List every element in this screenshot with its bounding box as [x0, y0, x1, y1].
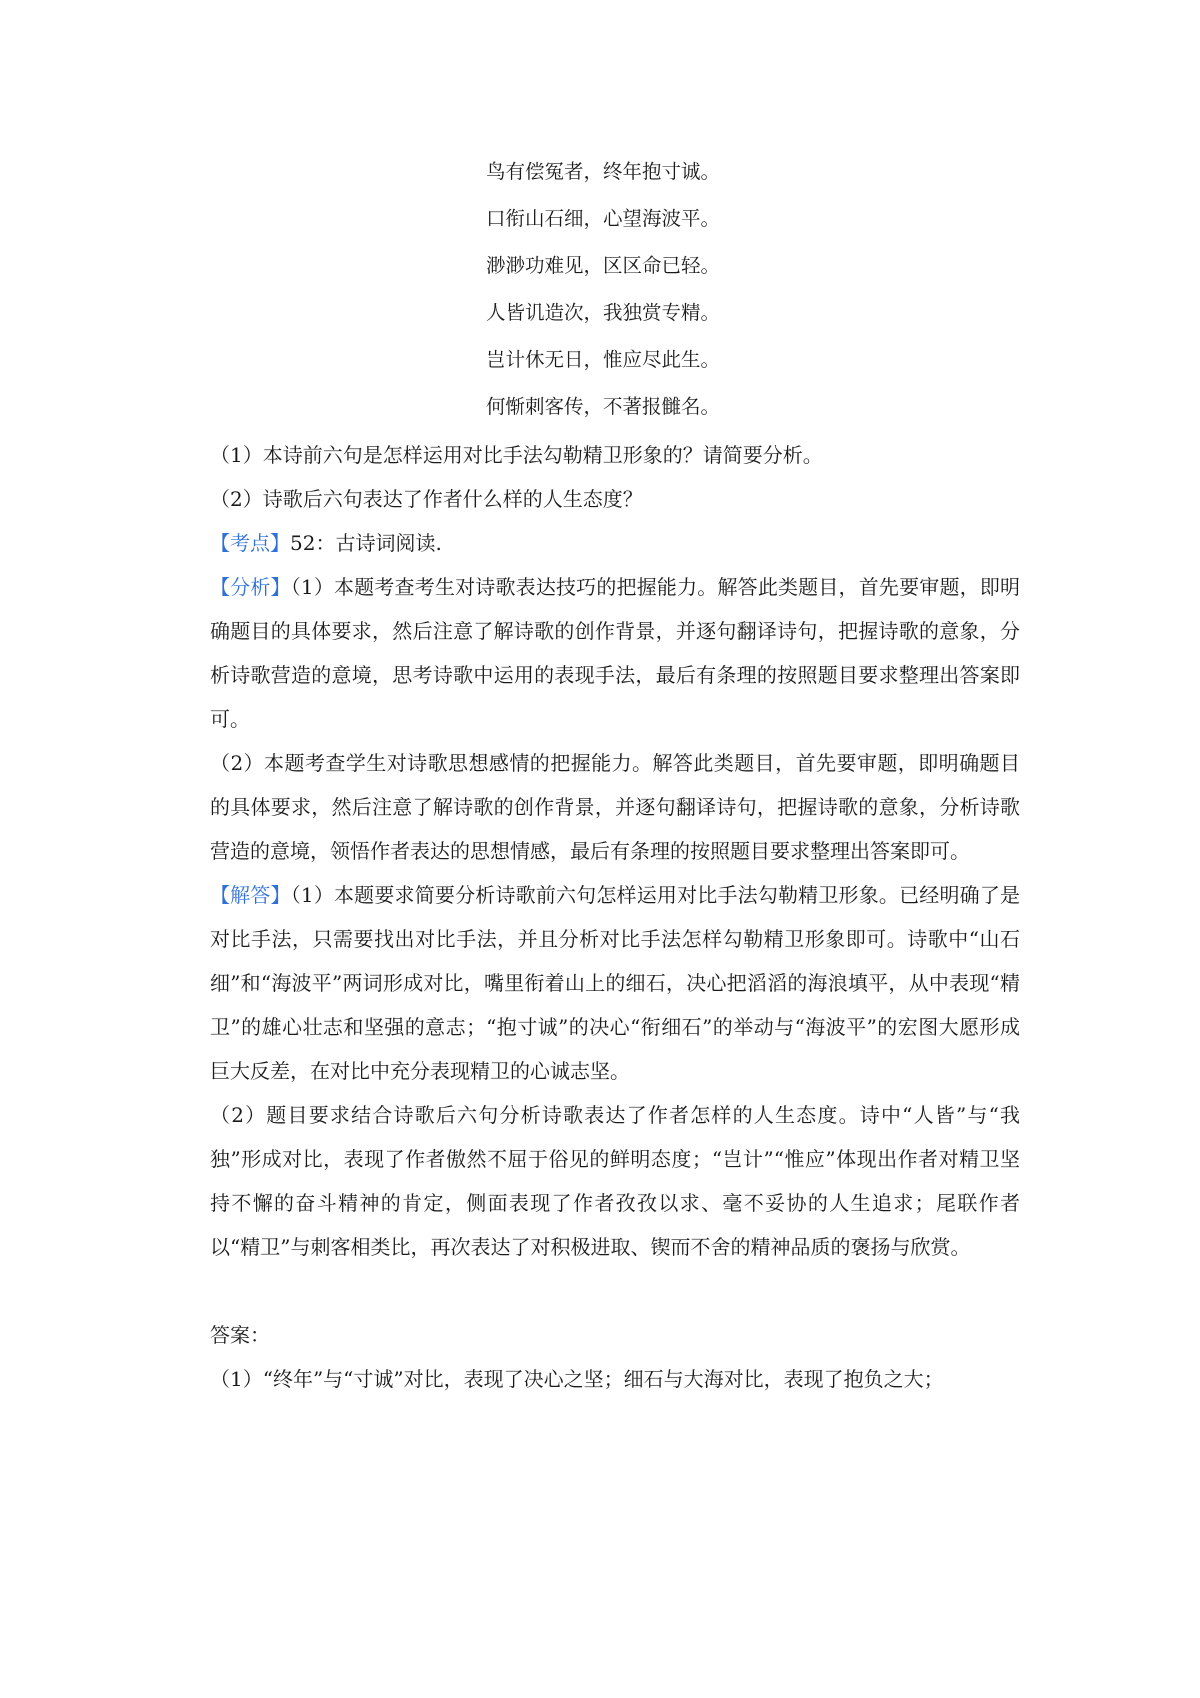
poem [486, 148, 720, 430]
jieda-paragraph-2: （2）题目要求结合诗歌后六句分析诗歌表达了作者怎样的人生态度。诗中“人皆”与“我独”形成对比，表现了作者傲然不屈于俗见的鲜明态度；“岂计”“惟应”体现出作者对精卫坚持不懈的奋斗精神的肯定，侧面表现了作者孜孜以求、毫不妥协的人生追求；尾联作者以“精卫”与刺客相类比，再次表达了对积极进取、锲而不舍的精神品质的褒扬与欣赏。 [210, 1103, 1020, 1259]
poem-line-3: 渺渺功难见，区区命已轻。 [486, 254, 721, 277]
spacer [210, 1269, 1020, 1313]
jieda-label: 【解答】 [210, 883, 291, 907]
fenxi-paragraph-1: （1）本题考查考生对诗歌表达技巧的把握能力。解答此类题目，首先要审题，即明确题目的具体要求，然后注意了解诗歌的创作背景，并逐句翻译诗句，把握诗歌的意象，分析诗歌营造的意境，思考诗歌中运用的表现手法，最后有条理的按照题目要求整理出答案即可。 [210, 575, 1020, 731]
question-2: （2）诗歌后六句表达了作者什么样的人生态度？ [210, 487, 643, 511]
fenxi-paragraph-2: （2）本题考查学生对诗歌思想感情的把握能力。解答此类题目，首先要审题，即明确题目的具体要求，然后注意了解诗歌的创作背景，并逐句翻译诗句，把握诗歌的意象，分析诗歌营造的意境，领悟作者表达的思想情感，最后有条理的按照题目要求整理出答案即可。 [210, 751, 1020, 863]
poem-line-2: 口衔山石细，心望海波平。 [486, 207, 721, 230]
kaodian-text: 52：古诗词阅读. [290, 531, 442, 555]
kaodian-label: 【考点】 [210, 531, 290, 555]
question-1: （1）本诗前六句是怎样运用对比手法勾勒精卫形象的？请简要分析。 [210, 443, 823, 467]
document-body [210, 433, 1020, 1401]
fenxi-label: 【分析】 [210, 575, 291, 599]
jieda-paragraph-1: （1）本题要求简要分析诗歌前六句怎样运用对比手法勾勒精卫形象。已经明确了是对比手法，只需要找出对比手法，并且分析对比手法怎样勾勒精卫形象即可。诗歌中“山石细”和“海波平”两词形成对比，嘴里衔着山上的细石，决心把滔滔的海浪填平，从中表现“精卫”的雄心壮志和坚强的意志；“抱寸诚”的决心“衔细石”的举动与“海波平”的宏图大愿形成巨大反差，在对比中充分表现精卫的心诚志坚。 [210, 883, 1020, 1083]
jieda-section [210, 873, 1020, 1093]
kaodian-section [210, 521, 1020, 565]
poem-line-6: 何惭刺客传，不著报雠名。 [486, 395, 721, 418]
poem-line-5: 岂计休无日，惟应尽此生。 [486, 348, 721, 371]
poem-line-1: 鸟有偿冤者，终年抱寸诚。 [486, 160, 721, 183]
answer-label: 答案： [210, 1323, 270, 1347]
answer-paragraph-1: （1）“终年”与“寸诚”对比，表现了决心之坚；细石与大海对比，表现了抱负之大； [210, 1367, 944, 1391]
fenxi-section [210, 565, 1020, 741]
poem-line-4: 人皆讥造次，我独赏专精。 [486, 301, 721, 324]
